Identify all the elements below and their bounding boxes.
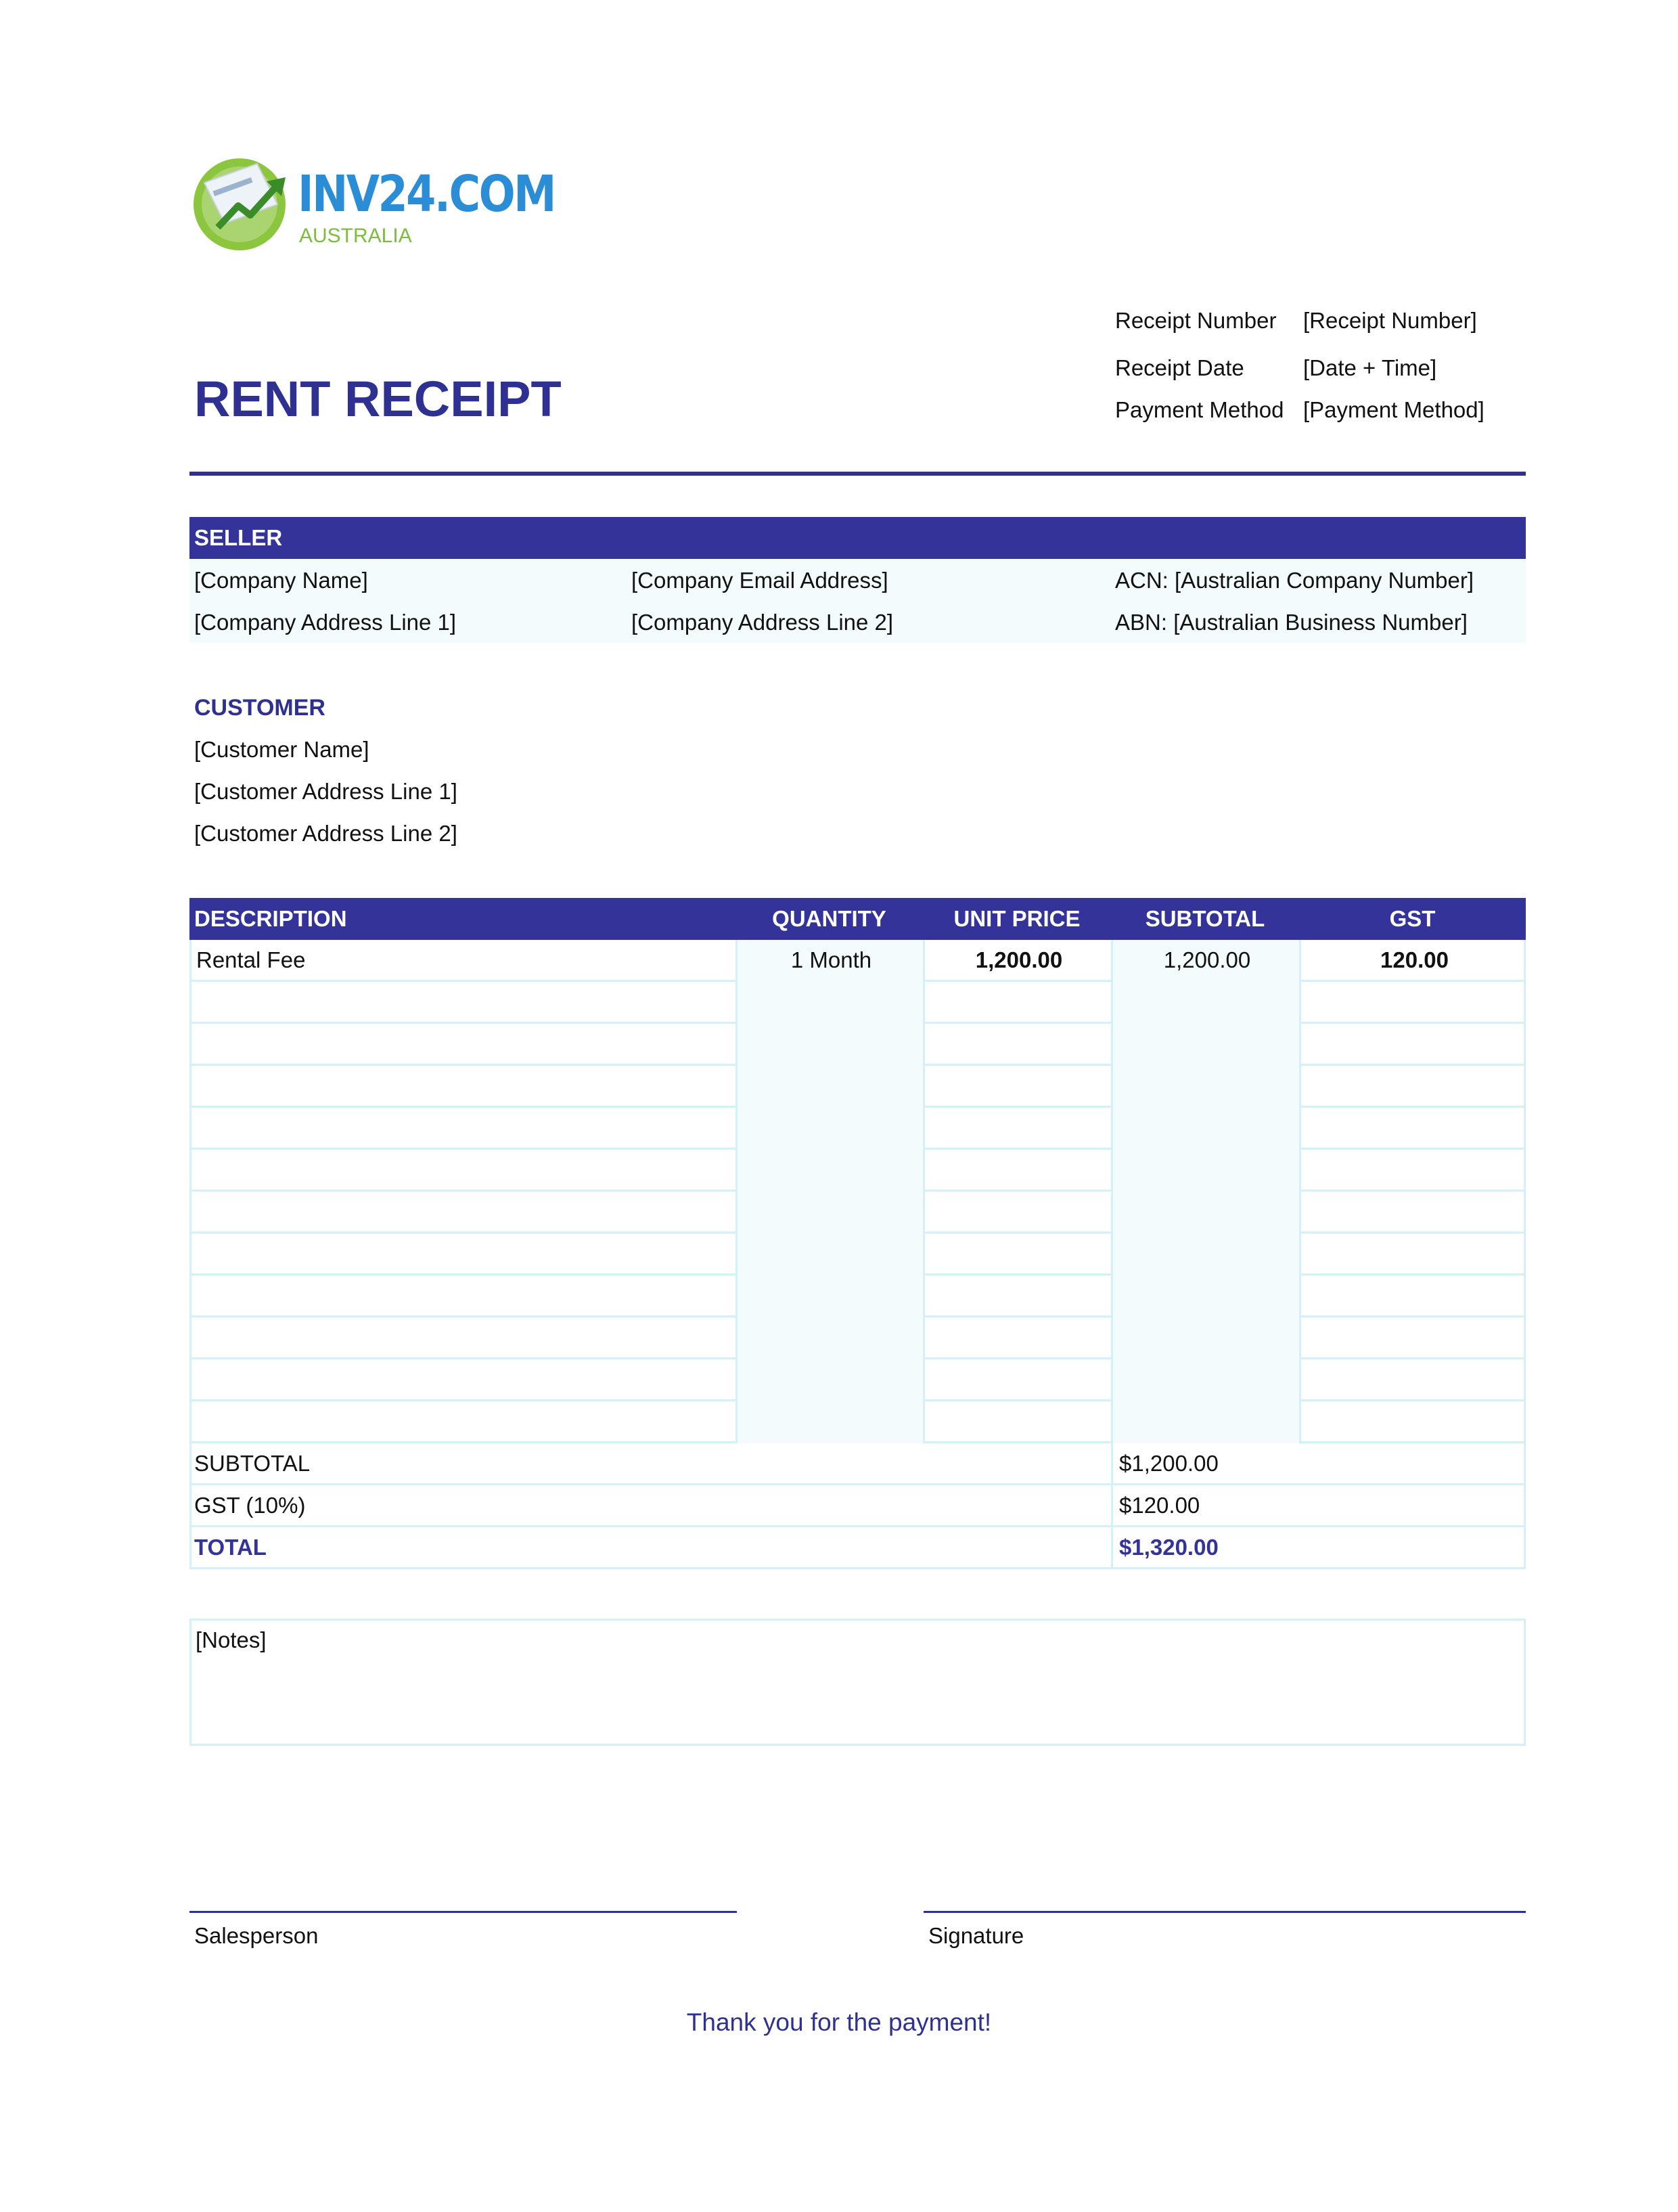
cell-text [1301, 1401, 1528, 1441]
cell-text [196, 1024, 738, 1064]
notes-text: [Notes] [196, 1627, 267, 1652]
cell-unit-price[interactable] [923, 982, 1111, 1024]
cell-quantity[interactable] [735, 1150, 923, 1192]
cell-text [925, 1359, 1113, 1399]
cell-text [1301, 1192, 1528, 1232]
cell-text [1301, 1359, 1528, 1399]
cell-text [1113, 1192, 1301, 1232]
cell-gst[interactable] [1299, 940, 1526, 982]
cell-quantity[interactable] [735, 1192, 923, 1234]
cell-description[interactable] [189, 1359, 735, 1401]
cell-quantity[interactable] [735, 982, 923, 1024]
salesperson-label: Salesperson [194, 1923, 319, 1948]
grid-line [1524, 1443, 1526, 1485]
cell-subtotal[interactable] [1111, 1317, 1299, 1359]
grid-line [1111, 1485, 1113, 1527]
cell-text [738, 1024, 925, 1064]
subtotal-row [189, 1443, 1526, 1485]
table-row [189, 1359, 1526, 1401]
total-row [189, 1527, 1526, 1569]
seller-address-line-1: [Company Address Line 1] [194, 610, 457, 635]
cell-text [1113, 1401, 1301, 1441]
cell-text [738, 1234, 925, 1273]
cell-unit-price[interactable] [923, 1066, 1111, 1108]
cell-unit-price[interactable] [923, 1108, 1111, 1150]
receipt-number-label: Receipt Number [1115, 308, 1277, 333]
payment-method-value: [Payment Method] [1303, 397, 1484, 422]
cell-unit-price[interactable] [923, 1276, 1111, 1317]
cell-text [925, 1066, 1113, 1106]
cell-text [1301, 982, 1528, 1022]
cell-subtotal[interactable] [1111, 1401, 1299, 1443]
cell-description[interactable] [189, 1401, 735, 1443]
cell-text [738, 1108, 925, 1148]
cell-unit-price[interactable] [923, 1192, 1111, 1234]
grid-line [1111, 1443, 1113, 1485]
total-value: $1,320.00 [1119, 1535, 1219, 1560]
gst-label: GST (10%) [194, 1493, 306, 1518]
customer-address-line-2: [Customer Address Line 2] [194, 821, 457, 846]
cell-quantity[interactable] [735, 1066, 923, 1108]
cell-subtotal[interactable] [1111, 982, 1299, 1024]
cell-subtotal[interactable] [1111, 1234, 1299, 1276]
cell-unit-price[interactable] [923, 1317, 1111, 1359]
cell-text [738, 1276, 925, 1315]
cell-text [1301, 1150, 1528, 1190]
cell-text [196, 1234, 738, 1273]
cell-description[interactable] [189, 1276, 735, 1317]
cell-text [1113, 982, 1301, 1022]
cell-subtotal[interactable] [1111, 1359, 1299, 1401]
cell-text [1301, 1108, 1528, 1148]
table-row [189, 1401, 1526, 1443]
signature-label: Signature [928, 1923, 1024, 1948]
cell-unit-price[interactable] [923, 940, 1111, 982]
cell-subtotal[interactable] [1111, 940, 1299, 982]
cell-quantity[interactable] [735, 1359, 923, 1401]
grid-line [1111, 1527, 1113, 1569]
table-row [189, 1024, 1526, 1066]
cell-text [196, 1401, 738, 1441]
cell-text [925, 1234, 1113, 1273]
cell-subtotal[interactable] [1111, 1192, 1299, 1234]
seller-company-email: [Company Email Address] [631, 568, 888, 593]
table-row [189, 1317, 1526, 1359]
grid-line [189, 1527, 191, 1569]
cell-subtotal[interactable] [1111, 1066, 1299, 1108]
cell-text [196, 982, 738, 1022]
cell-text [1113, 1150, 1301, 1190]
cell-text [925, 1192, 1113, 1232]
gst-row [189, 1485, 1526, 1527]
cell-text [925, 982, 1113, 1022]
total-label: TOTAL [194, 1535, 267, 1560]
cell-text: 1,200.00 [975, 947, 1063, 972]
cell-description[interactable] [189, 1066, 735, 1108]
cell-text [196, 1150, 738, 1190]
cell-gst[interactable] [1299, 1401, 1526, 1443]
customer-name: [Customer Name] [194, 737, 369, 762]
cell-text [925, 1401, 1113, 1441]
cell-text [738, 1192, 925, 1232]
cell-text [738, 982, 925, 1022]
cell-text [925, 1024, 1113, 1064]
cell-text [738, 1359, 925, 1399]
seller-acn: ACN: [Australian Company Number] [1115, 568, 1474, 593]
cell-quantity[interactable] [735, 940, 923, 982]
cell-gst[interactable] [1299, 1150, 1526, 1192]
table-row [189, 940, 1526, 982]
cell-text [196, 1276, 738, 1315]
cell-text [1301, 1234, 1528, 1273]
cell-gst[interactable] [1299, 1024, 1526, 1066]
grid-line [1524, 1485, 1526, 1527]
logo-brand: INV24.COM [298, 165, 555, 223]
column-header-subtotal: SUBTOTAL [1145, 906, 1265, 931]
receipt-number-value: [Receipt Number] [1303, 308, 1477, 333]
table-row [189, 1066, 1526, 1108]
seller-abn: ABN: [Australian Business Number] [1115, 610, 1468, 635]
header-divider [189, 472, 1526, 476]
table-row [189, 982, 1526, 1024]
cell-gst[interactable] [1299, 982, 1526, 1024]
customer-header: CUSTOMER [194, 695, 325, 721]
cell-text [196, 1359, 738, 1399]
cell-unit-price[interactable] [923, 1359, 1111, 1401]
cell-text [1113, 1317, 1301, 1357]
cell-description[interactable] [189, 1192, 735, 1234]
column-header-unit-price: UNIT PRICE [953, 906, 1081, 931]
cell-gst[interactable] [1299, 1192, 1526, 1234]
cell-text [1301, 1276, 1528, 1315]
payment-method-label: Payment Method [1115, 397, 1284, 422]
cell-quantity[interactable] [735, 1108, 923, 1150]
cell-text: 1 Month [790, 947, 872, 972]
cell-description[interactable] [189, 1234, 735, 1276]
salesperson-line [189, 1911, 737, 1913]
cell-text [196, 1317, 738, 1357]
cell-text [1113, 1108, 1301, 1148]
cell-text [1113, 1024, 1301, 1064]
cell-text [1113, 1276, 1301, 1315]
items-table-header [189, 898, 1526, 940]
cell-text [196, 1108, 738, 1148]
cell-description[interactable] [189, 1150, 735, 1192]
cell-description[interactable] [189, 940, 735, 982]
table-row [189, 1276, 1526, 1317]
thank-you-message: Thank you for the payment! [686, 2008, 992, 2036]
cell-text [925, 1150, 1113, 1190]
cell-text [738, 1150, 925, 1190]
table-row [189, 1150, 1526, 1192]
logo-subtitle: AUSTRALIA [299, 225, 412, 247]
cell-quantity[interactable] [735, 1317, 923, 1359]
signature-line [924, 1911, 1526, 1913]
cell-gst[interactable] [1299, 1317, 1526, 1359]
cell-text [196, 1066, 738, 1106]
cell-text: 120.00 [1380, 947, 1449, 972]
cell-quantity[interactable] [735, 1401, 923, 1443]
subtotal-label: SUBTOTAL [194, 1451, 311, 1476]
cell-gst[interactable] [1299, 1066, 1526, 1108]
notes-box[interactable] [189, 1619, 1526, 1746]
grid-line [1524, 1527, 1526, 1569]
page-title: RENT RECEIPT [194, 371, 562, 427]
seller-address-line-2: [Company Address Line 2] [631, 610, 894, 635]
receipt-date-label: Receipt Date [1115, 355, 1244, 380]
cell-text [925, 1276, 1113, 1315]
cell-gst[interactable] [1299, 1108, 1526, 1150]
subtotal-value: $1,200.00 [1119, 1451, 1219, 1476]
cell-text [738, 1066, 925, 1106]
cell-text [738, 1401, 925, 1441]
column-header-description: DESCRIPTION [194, 906, 347, 931]
cell-text [738, 1317, 925, 1357]
cell-text [1113, 1234, 1301, 1273]
table-row [189, 1192, 1526, 1234]
cell-text [925, 1317, 1113, 1357]
cell-text [1301, 1317, 1528, 1357]
cell-text [1301, 1066, 1528, 1106]
cell-unit-price[interactable] [923, 1150, 1111, 1192]
customer-address-line-1: [Customer Address Line 1] [194, 779, 457, 804]
cell-subtotal[interactable] [1111, 1024, 1299, 1066]
cell-gst[interactable] [1299, 1359, 1526, 1401]
cell-text [925, 1108, 1113, 1148]
cell-subtotal[interactable] [1111, 1150, 1299, 1192]
cell-text [1113, 1066, 1301, 1106]
table-row [189, 1108, 1526, 1150]
gst-value: $120.00 [1119, 1493, 1200, 1518]
cell-text: 1,200.00 [1163, 947, 1251, 972]
cell-description[interactable] [189, 1024, 735, 1066]
cell-text [1301, 1024, 1528, 1064]
column-header-gst: GST [1389, 906, 1436, 931]
cell-description[interactable] [189, 1108, 735, 1150]
cell-unit-price[interactable] [923, 1401, 1111, 1443]
column-header-quantity: QUANTITY [772, 906, 886, 931]
cell-gst[interactable] [1299, 1276, 1526, 1317]
cell-quantity[interactable] [735, 1024, 923, 1066]
cell-subtotal[interactable] [1111, 1108, 1299, 1150]
cell-quantity[interactable] [735, 1234, 923, 1276]
cell-text: Rental Fee [196, 947, 306, 972]
cell-unit-price[interactable] [923, 1024, 1111, 1066]
grid-line [189, 1485, 191, 1527]
cell-text [196, 1192, 738, 1232]
cell-description[interactable] [189, 982, 735, 1024]
receipt-date-value: [Date + Time] [1303, 355, 1437, 380]
cell-subtotal[interactable] [1111, 1276, 1299, 1317]
cell-quantity[interactable] [735, 1276, 923, 1317]
cell-gst[interactable] [1299, 1234, 1526, 1276]
cell-unit-price[interactable] [923, 1234, 1111, 1276]
seller-header: SELLER [189, 517, 1526, 559]
table-row [189, 1234, 1526, 1276]
cell-text [1113, 1359, 1301, 1399]
seller-company-name: [Company Name] [194, 568, 368, 593]
cell-description[interactable] [189, 1317, 735, 1359]
grid-line [189, 1443, 191, 1485]
